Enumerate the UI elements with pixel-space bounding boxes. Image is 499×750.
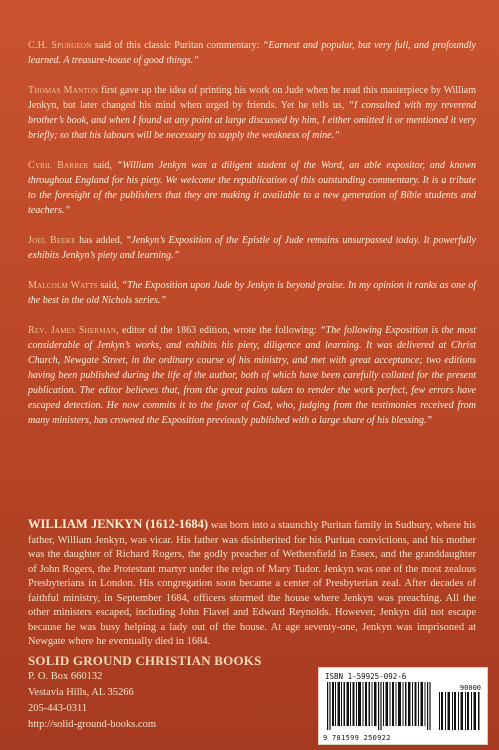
price-code: 90000 [459, 684, 481, 692]
publisher-website: http://solid-ground-books.com [28, 719, 157, 730]
price-barcode-icon [439, 692, 481, 730]
endorsement-lead: said, [97, 280, 122, 291]
isbn-barcode [318, 667, 488, 745]
endorsement-lead: said of this classic Puritan commentary: [91, 40, 263, 51]
endorser-name: Rev. James Sherman [28, 325, 117, 336]
endorsement-quote: “Jenkyn’s Exposition of the Epistle of Jude remains unsurpassed today. It powerfully exhibits Jenkyn’s piety and learning.” [28, 235, 476, 261]
endorsement [28, 323, 476, 428]
endorsement-lead: has added, [75, 235, 126, 246]
endorsement-quote: “William Jenkyn was a diligent student of the Word, an able expositor, and known throughout England for his piety. We welcome the republication of this outstanding commentary. It is a tribute to the foresight of the publishers that they are making it available to a new generation of Bible students and teachers.” [28, 160, 476, 216]
endorser-name: Malcolm Watts [28, 280, 98, 291]
publisher-phone: 205-443-0311 [28, 703, 88, 714]
endorsement-quote: “The Exposition upon Jude by Jenkyn is beyond praise. In my opinion it ranks as one of the best in the old Nichols series.” [28, 280, 476, 306]
endorsement [28, 83, 476, 143]
barcode-bars-icon [327, 682, 435, 730]
endorser-name: Joel Beeke [28, 235, 76, 246]
endorsement-quote: “The following Exposition is the most considerable of Jenkyn’s works, and exhibits his piety, diligence and learning. It was delivered at Christ Church, Newgate Street, in the ordinary course of his ministry, and met with great acceptance; two editions having been published during the life of the author, both of which have been carefully collated for the present publication. The editor believes that, from the great pains taken to render the work perfect, few errors have escaped detection. He now commits it to the favor of God, who, judging from the testimonies received from many ministers, has crowned the Exposition previously published with a large share of his blessing.” [28, 325, 477, 426]
author-biography [28, 517, 476, 650]
publisher-name: SOLID GROUND CHRISTIAN BOOKS [28, 653, 262, 668]
endorsement-quote: “I consulted with my reverend brother’s book, and when I found at any point at large discussed by him, I either omitted it or mentioned it very briefly; so that his labours will be necessary to supply the weakness of mine.” [28, 100, 476, 141]
publisher-block [28, 653, 288, 733]
endorser-name: Cyril Barber [28, 160, 89, 171]
endorsement [28, 233, 476, 263]
endorsement-lead: , editor of the 1863 edition, wrote the following: [116, 325, 321, 336]
biography-text: was born into a staunchly Puritan family in Sudbury, where his father, William Jenkyn, was vicar. His father was disinherited for his Puritan convictions, and his mother was the daughter of Richard Rogers, the godly preacher of Wethersfield in Essex, and the granddaughter of John Rogers, the Protestant martyr under the reign of Mary Tudor. Jenkyn was one of the most zealous Presbyterians in London. His congregation soon became a center of Presbyterian zeal. After decades of faithful ministry, in September 1684, officers stormed the house where Jenkyn was preaching. All the other ministers escaped, including John Flavel and Edward Reynolds. However, Jenkyn did not escape because he was busy helping a lady out of the house. At age seventy-one, Jenkyn was imprisoned at Newgate where he eventually died in 1684. [28, 520, 476, 647]
endorsement [28, 38, 476, 68]
endorsements [28, 38, 476, 443]
publisher-address-line1: P. O. Box 660132 [28, 671, 103, 682]
isbn-number: ISBN 1-59925-092-6 [325, 672, 407, 681]
endorsement-quote: “Earnest and popular, but very full, and profoundly learned. A treasure-house of good things.” [28, 40, 476, 66]
barcode-number: 9 781599 250922 [323, 734, 391, 742]
endorsement [28, 278, 476, 308]
endorsement-lead: first gave up the idea of printing his work on Jude when he read this masterpiece by William Jenkyn, but later changed his mind when urged by friends. Yet he tells us, [28, 85, 476, 111]
endorsement-lead: said, [88, 160, 117, 171]
publisher-address-line2: Vestavia Hills, AL 35266 [28, 687, 134, 698]
endorsement [28, 158, 476, 218]
endorser-name: C.H. Spurgeon [28, 40, 92, 51]
author-name-heading: WILLIAM JENKYN (1612-1684) [28, 517, 209, 531]
endorser-name: Thomas Manton [28, 85, 99, 96]
